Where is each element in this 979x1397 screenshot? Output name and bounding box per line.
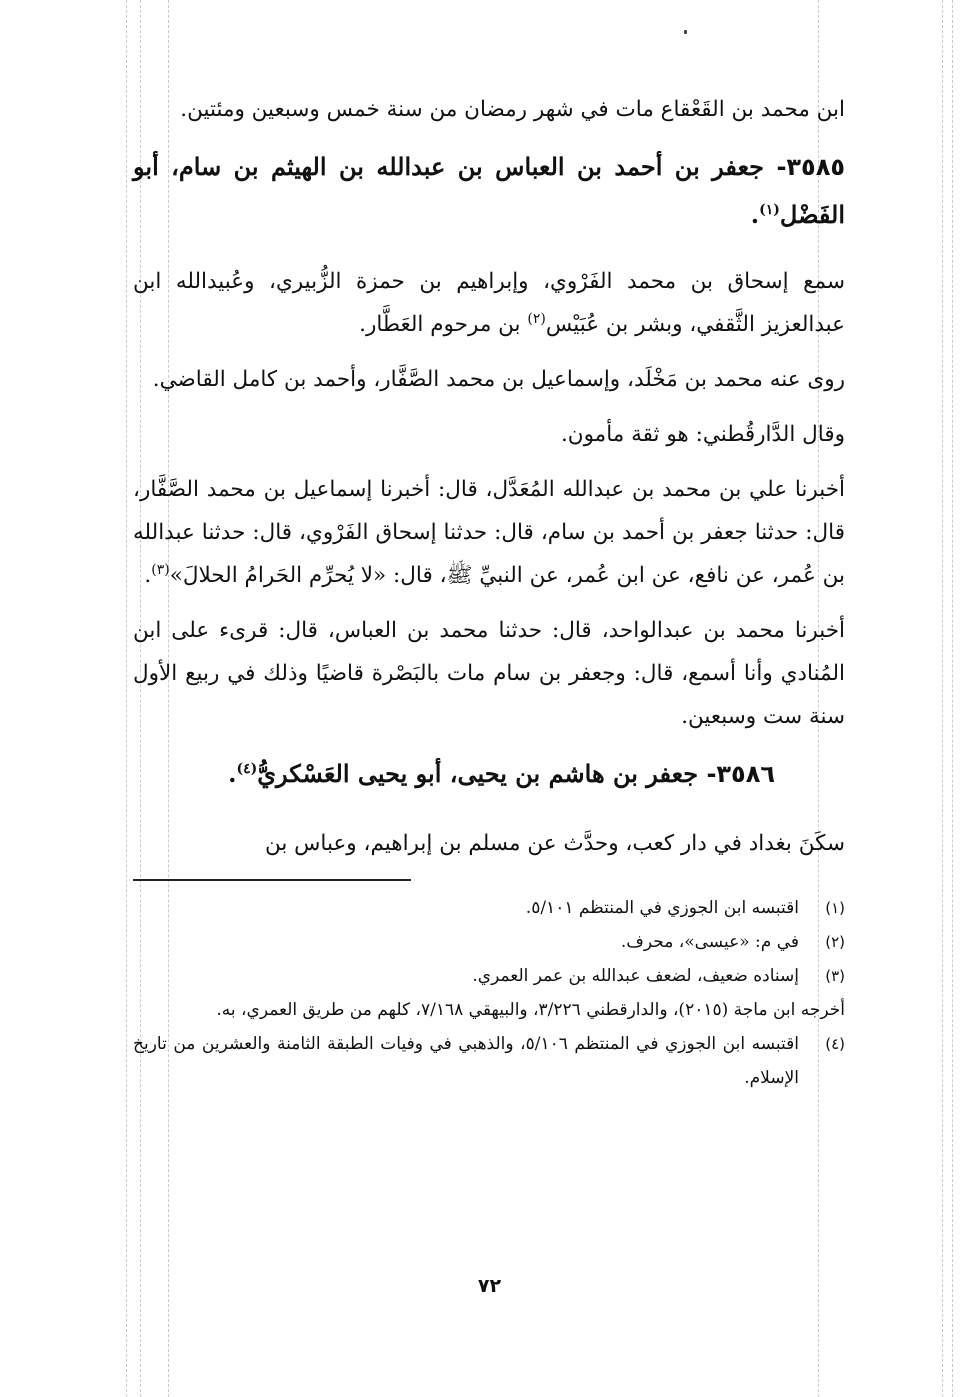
scan-speck	[684, 30, 687, 34]
page-body	[133, 88, 845, 1095]
entry-title: جعفر بن هاشم بن يحيى، أبو يحيى العَسْكريُّ	[257, 759, 699, 788]
footnote-number: (١)	[825, 899, 845, 917]
footnote-text: اقتبسه ابن الجوزي في المنتظم ٥/١٠١.	[525, 898, 799, 918]
intro-paragraph	[133, 88, 845, 131]
footnotes	[133, 891, 845, 1095]
footnote-text: إسناده ضعيف، لضعف عبدالله بن عمر العمري.	[472, 966, 799, 986]
paragraph-text: سكَنَ بغداد في دار كعب، وحدَّث عن مسلم بن إبراهيم، وعباس بن	[265, 831, 845, 856]
entry-number: ٣٥٨٦-	[706, 760, 775, 788]
footnote-text: اقتبسه ابن الجوزي في المنتظم ٥/١٠٦، والذهبي في وفيات الطبقة الثامنة والعشرين من تاريخ الإسلام.	[133, 1034, 799, 1088]
footnote-number: (٢)	[825, 933, 845, 951]
footnote-text: أخرجه ابن ماجة (٢٠١٥)، والدارقطني ٣/٢٢٦، والبيهقي ٧/١٦٨، كلهم من طريق العمري، به.	[216, 1000, 845, 1020]
body-paragraph	[133, 609, 845, 738]
paragraph-text: روى عنه محمد بن مَخْلَد، وإسماعيل بن محمد الصَّفَّار، وأحمد بن كامل القاضي.	[152, 367, 845, 392]
entry-number: ٣٥٨٥-	[776, 153, 845, 181]
body-paragraph	[133, 822, 845, 865]
body-paragraph	[133, 413, 845, 456]
paragraph-text: أخبرنا علي بن محمد بن عبدالله المُعَدَّل، قال: أخبرنا إسماعيل بن محمد الصَّفَّار، قال: حدثنا جعفر بن أحمد بن سام، قال: حدثنا إسحاق الفَرْوي، قال: حدثنا عبدالله بن عُمر، عن نافع، عن ابن عُمر، عن النبيِّ ﷺ، قال: «لا يُحرِّم الحَرامُ الحلالَ»	[133, 477, 845, 588]
footnote-ref: (٣)	[151, 561, 170, 578]
footnote	[133, 891, 845, 925]
footnote-ref: (٤)	[236, 761, 258, 777]
body-paragraph: أخبرنا علي بن محمد بن عبدالله المُعَدَّل، قال: أخبرنا إسماعيل بن محمد الصَّفَّار، قال: حدثنا جعفر بن أحمد بن سام، قال: حدثنا إسحاق الفَرْوي، قال: حدثنا عبدالله بن عُمر، عن نافع، عن ابن عُمر، عن النبيِّ ﷺ، قال: «لا يُحرِّم الحَرامُ الحلالَ»$^{(٣)}$.	[133, 477, 845, 588]
footnote	[133, 1027, 845, 1095]
page-number: ٧٢	[477, 1275, 502, 1297]
footnote-ref: (١)	[759, 202, 780, 218]
footnote-number: (٣)	[825, 967, 845, 985]
footnote	[133, 959, 845, 993]
paragraph-text: سمع إسحاق بن محمد الفَرْوي، وإبراهيم بن حمزة الزُّبيري، وعُبيدالله ابن عبدالعزيز الثَّقفي، وبشر بن عُبَيْس	[133, 269, 845, 337]
scan-artifact-line	[942, 0, 943, 1397]
body-paragraph	[133, 358, 845, 401]
entry-heading-3586: ٣٥٨٦- جعفر بن هاشم بن يحيى، أبو يحيى العَسْكريُّ$^{(٤)}$.	[228, 759, 775, 788]
body-paragraph	[133, 260, 845, 346]
footnote	[133, 925, 845, 959]
footnote-ref: (٢)	[527, 310, 546, 327]
entry-title: جعفر بن أحمد بن العباس بن عبدالله بن الهيثم بن سام، أبو الفَضْل	[133, 152, 845, 229]
intro-text: ابن محمد بن القَعْقاع مات في شهر رمضان من سنة خمس وسبعين ومئتين.	[180, 97, 845, 122]
scan-artifact-line	[952, 0, 953, 1397]
footnote-separator	[133, 879, 411, 881]
footnote-continuation	[133, 993, 845, 1027]
footnote-number: (٤)	[825, 1035, 845, 1053]
paragraph-text: وقال الدَّارقُطني: هو ثقة مأمون.	[560, 422, 845, 447]
paragraph-text: بن مرحوم العَطَّار.	[359, 312, 521, 337]
paragraph-text: أخبرنا محمد بن عبدالواحد، قال: حدثنا محمد بن العباس، قال: قرىء على ابن المُنادي وأنا أسمع، قال: وجعفر بن سام مات بالبَصْرة قاضيًا وذلك في ربيع الأول سنة ست وسبعين.	[133, 618, 845, 729]
footnote-text: في م: «عيسى»، محرف.	[620, 932, 799, 952]
entry-heading-3585: ٣٥٨٥- جعفر بن أحمد بن العباس بن عبدالله بن الهيثم بن سام، أبو الفَضْل$^{(١)}$.	[133, 152, 845, 229]
scan-artifact-line	[126, 0, 127, 1397]
